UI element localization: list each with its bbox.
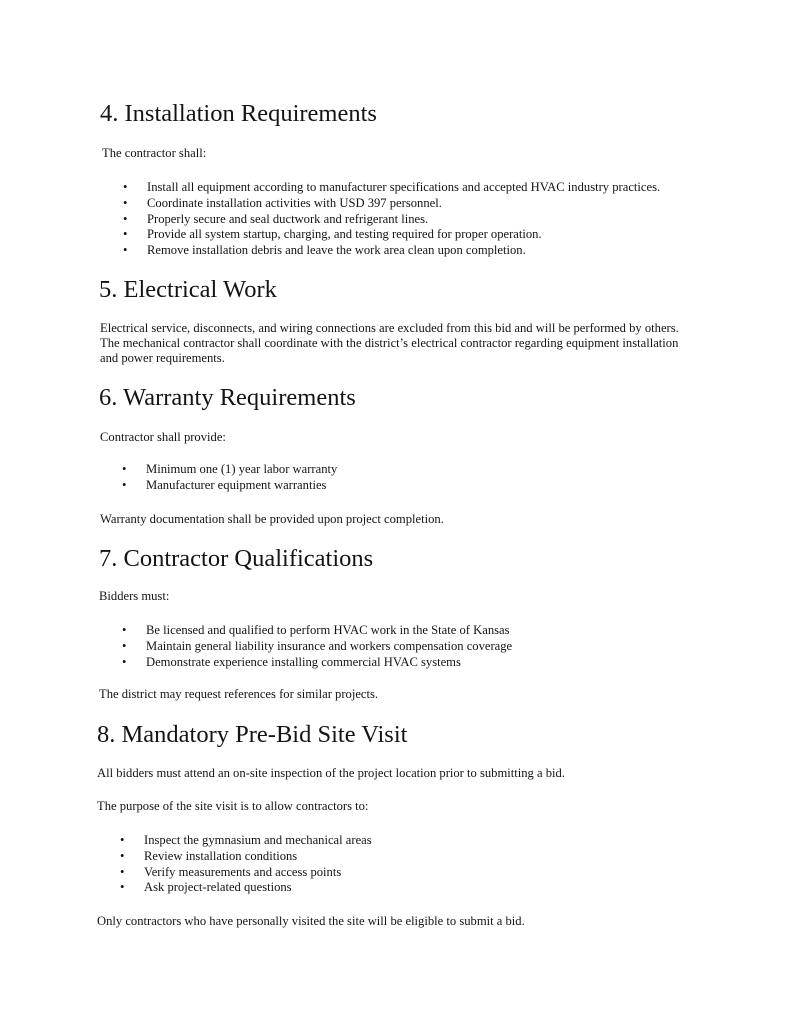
paragraph-line: The mechanical contractor shall coordinate with the district’s electrical contractor regarding equipment installation [100, 336, 679, 350]
section-heading: 8. Mandatory Pre-Bid Site Visit [97, 721, 408, 748]
list-item: • Install all equipment according to manufacturer specifications and accepted HVAC industry practices. [123, 180, 661, 194]
paragraph-line: and power requirements. [100, 351, 225, 365]
section-intro-2: The purpose of the site visit is to allow contractors to: [97, 799, 369, 813]
paragraph-line: Electrical service, disconnects, and wiring connections are excluded from this bid and will be performed by others. [100, 321, 679, 335]
section-heading: 4. Installation Requirements [100, 100, 377, 127]
section-closing: The district may request references for similar projects. [99, 687, 379, 701]
section-heading: 6. Warranty Requirements [99, 384, 356, 411]
bullet-icon: • [122, 623, 127, 637]
bullet-icon: • [123, 211, 128, 226]
bullet-list [122, 623, 513, 670]
list-item: • Verify measurements and access points [120, 864, 342, 879]
bullet-icon: • [122, 638, 127, 653]
bullet-icon: • [120, 848, 125, 863]
bullet-icon: • [120, 833, 125, 847]
list-item: • Maintain general liability insurance and workers compensation coverage [122, 638, 513, 653]
list-item: • Provide all system startup, charging, and testing required for proper operation. [123, 227, 542, 242]
bullet-icon: • [122, 654, 127, 669]
section-intro: The contractor shall: [102, 146, 207, 160]
section-intro: Contractor shall provide: [100, 430, 226, 444]
list-item: • Properly secure and seal ductwork and refrigerant lines. [123, 211, 429, 226]
list-item: • Minimum one (1) year labor warranty [122, 462, 338, 476]
list-item: • Demonstrate experience installing commercial HVAC systems [122, 654, 461, 669]
bullet-list [122, 462, 338, 494]
list-item: • Be licensed and qualified to perform HVAC work in the State of Kansas [122, 623, 510, 637]
bullet-list [120, 833, 372, 896]
list-item: • Coordinate installation activities with USD 397 personnel. [123, 195, 442, 210]
bullet-icon: • [120, 864, 125, 879]
section-intro: Bidders must: [99, 589, 170, 603]
bullet-list [123, 180, 661, 259]
bullet-icon: • [120, 880, 125, 895]
bullet-icon: • [122, 462, 127, 476]
list-item: • Inspect the gymnasium and mechanical areas [120, 833, 372, 847]
section-heading: 7. Contractor Qualifications [99, 545, 374, 572]
bullet-icon: • [123, 180, 128, 194]
section-intro: All bidders must attend an on-site inspection of the project location prior to submitting a bid. [97, 766, 565, 780]
list-item: • Manufacturer equipment warranties [122, 477, 327, 492]
list-item: • Ask project-related questions [120, 880, 292, 895]
bullet-icon: • [123, 243, 128, 258]
bullet-icon: • [123, 227, 128, 242]
list-item: • Review installation conditions [120, 848, 298, 863]
section-closing: Only contractors who have personally visited the site will be eligible to submit a bid. [97, 914, 525, 928]
bullet-icon: • [122, 477, 127, 492]
section-heading: 5. Electrical Work [99, 276, 277, 303]
section-closing: Warranty documentation shall be provided upon project completion. [100, 512, 444, 526]
bullet-icon: • [123, 195, 128, 210]
list-item: • Remove installation debris and leave the work area clean upon completion. [123, 243, 526, 258]
